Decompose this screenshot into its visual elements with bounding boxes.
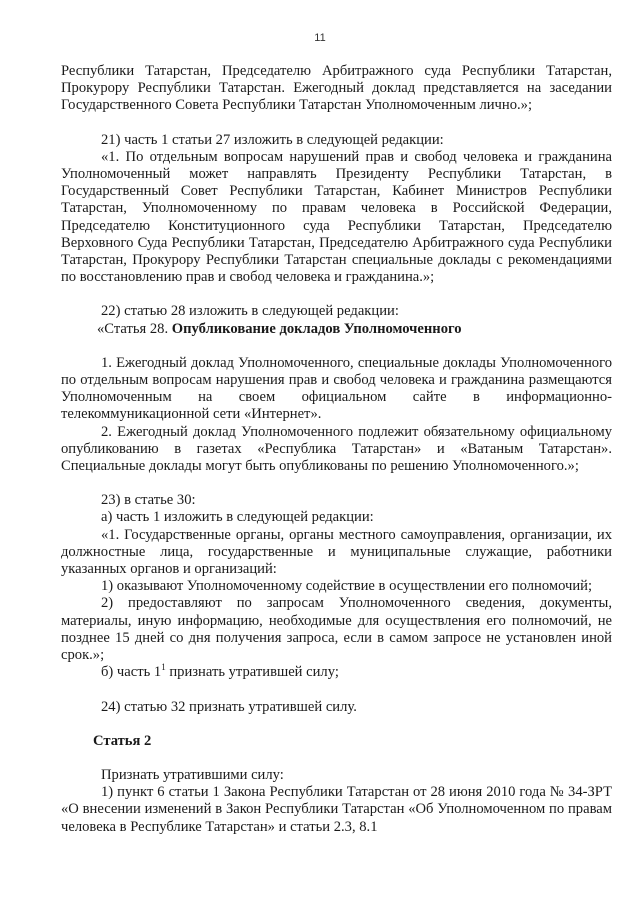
page-number: 11 xyxy=(314,32,326,44)
article-heading-title: Опубликование докладов Уполномоченного xyxy=(171,320,462,337)
article-heading xyxy=(61,321,612,338)
paragraph: 1) оказывают Уполномоченному содействие в осуществлении его полномочий; xyxy=(101,578,593,595)
section-heading: Статья 2 xyxy=(93,732,152,749)
paragraph: «1. Государственные органы, органы местного самоуправления, организации, их должностные лица, государственные и муниципальные служащие, работники указанных органов и организаций: xyxy=(61,526,612,578)
paragraph: 1) пункт 6 статьи 1 Закона Республики Татарстан от 28 июня 2010 года № 34-ЗРТ «О внесении изменений в Закон Республики Татарстан «Об Уполномоченном по правам человека в Республике Татарстан» и статьи 2.3, 8.1 xyxy=(61,784,612,835)
paragraph: «1. По отдельным вопросам нарушений прав и свобод человека и гражданина Уполномоченный может направлять Президенту Республики Татарстан, в Государственный Совет Республики Татарстан, Кабинет Министров Республики Татарстан, Уполномоченному по правам человека в Российской Федерации, Председателю Конституционного суда Республики Татарстан, Председателю Верховного Суда Республики Татарстан, Председателю Арбитражного суда Республики Татарстан, Прокурору Республики Татарстан специальные доклады с рекомендациями по восстановлению прав и свобод человека и гражданина.»; xyxy=(61,148,612,286)
paragraph xyxy=(61,664,612,681)
paragraph: а) часть 1 изложить в следующей редакции: xyxy=(101,509,374,526)
paragraph: 23) в статье 30: xyxy=(101,492,196,509)
paragraph: 22) статью 28 изложить в следующей редакции: xyxy=(101,303,399,320)
paragraph: 21) часть 1 статьи 27 изложить в следующей редакции: xyxy=(101,131,444,148)
paragraph: 24) статью 32 признать утратившей силу. xyxy=(101,698,357,715)
paragraph: 2) предоставляют по запросам Уполномоченного сведения, документы, материалы, иную информацию, необходимые для осуществления его полномочий, не позднее 15 дней со дня получения запроса, если в самом запросе не установлен иной срок.»; xyxy=(61,595,612,664)
paragraph-part: б) часть 1 xyxy=(101,664,162,681)
paragraph-part: признать утратившей силу; xyxy=(165,664,339,681)
paragraph: 1. Ежегодный доклад Уполномоченного, специальные доклады Уполномоченного по отдельным вопросам нарушения прав и свобод человека и гражданина размещаются Уполномоченным на своем официальном сайте в информационно-телекоммуникационной сети «Интернет». xyxy=(61,354,612,423)
superscript: 1 xyxy=(161,662,166,673)
document-body xyxy=(61,63,612,836)
paragraph: Республики Татарстан, Председателю Арбитражного суда Республики Татарстан, Прокурору Республики Татарстан. Ежегодный доклад представляется на заседании Государственного Совета Республики Татарстан Уполномоченным лично.»; xyxy=(61,63,612,114)
paragraph: 2. Ежегодный доклад Уполномоченного подлежит обязательному официальному опубликованию в газетах «Республика Татарстан» и «Ватаным Татарстан». Специальные доклады могут быть опубликованы по решению Уполномоченного.»; xyxy=(61,423,612,475)
paragraph: Признать утратившими силу: xyxy=(101,766,284,783)
article-heading-prefix: «Статья 28. xyxy=(97,320,172,337)
